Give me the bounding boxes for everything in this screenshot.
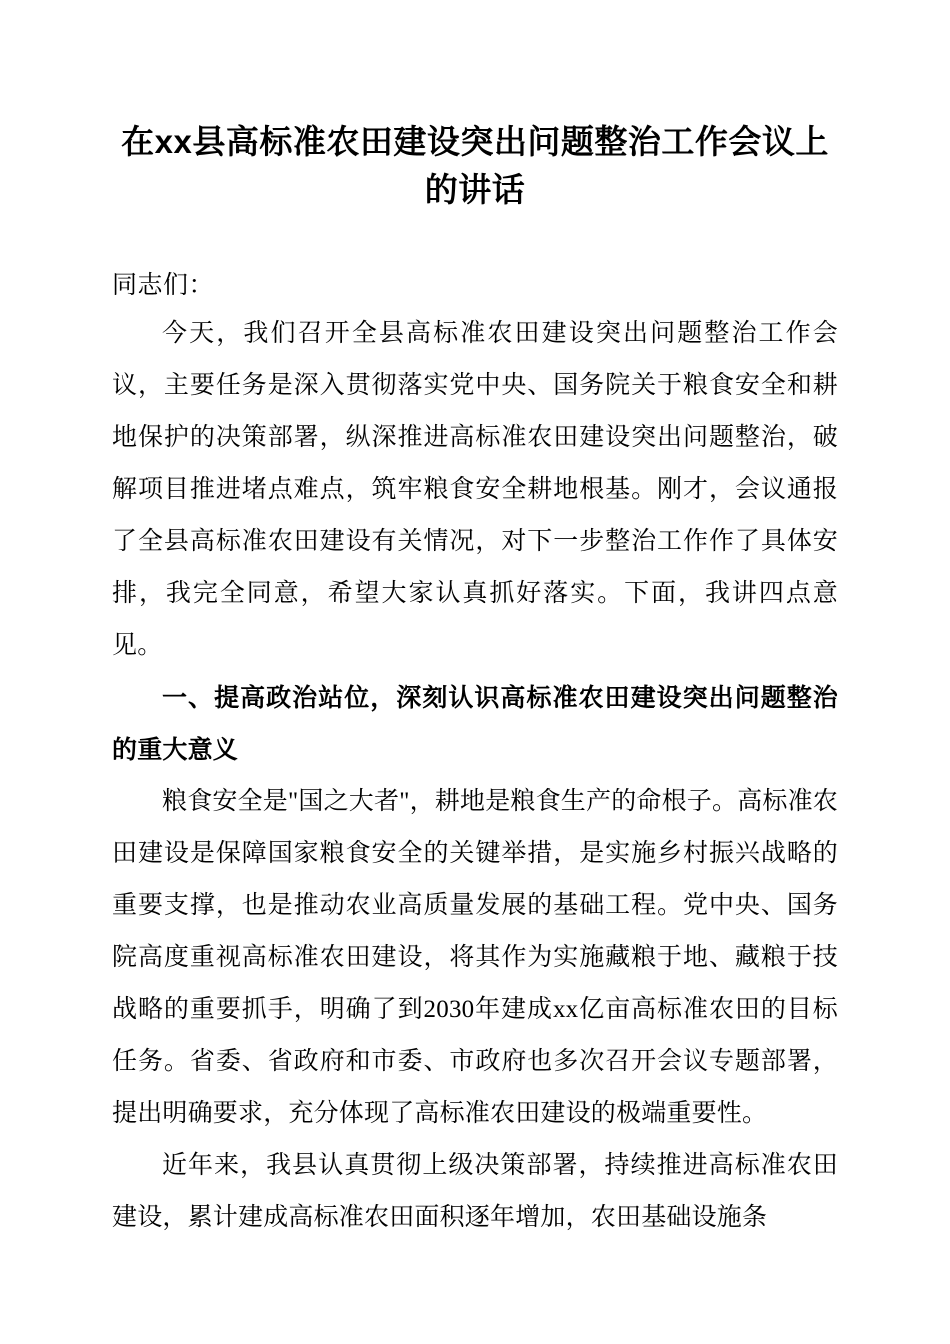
section-one-paragraph-2: 近年来，我县认真贯彻上级决策部署，持续推进高标准农田建设，累计建成高标准农田面积逐年增加，农田基础设施条 bbox=[112, 1152, 838, 1231]
page-title: 在xx县高标准农田建设突出问题整治工作会议上的讲话 bbox=[121, 123, 829, 208]
intro-paragraph: 今天，我们召开全县高标准农田建设突出问题整治工作会议，主要任务是深入贯彻落实党中央、国务院关于粮食安全和耕地保护的决策部署，纵深推进高标准农田建设突出问题整治，破解项目推进堵点难点，筑牢粮食安全耕地根基。刚才，会议通报了全县高标准农田建设有关情况，对下一步整治工作作了具体安排，我完全同意，希望大家认真抓好落实。下面，我讲四点意见。 bbox=[112, 320, 838, 659]
section-heading-one: 一、提高政治站位，深刻认识高标准农田建设突出问题整治的重大意义 bbox=[112, 684, 838, 764]
salutation: 同志们： bbox=[112, 272, 215, 299]
section-one-paragraph-1: 粮食安全是"国之大者"，耕地是粮食生产的命根子。高标准农田建设是保障国家粮食安全的关键举措，是实施乡村振兴战略的重要支撑，也是推动农业高质量发展的基础工程。党中央、国务院高度重视高标准农田建设，将其作为实施藏粮于地、藏粮于技战略的重要抓手，明确了到2030年建成xx亿亩高标准农田的目标任务。省委、省政府和市委、市政府也多次召开会议专题部署，提出明确要求，充分体现了高标准农田建设的极端重要性。 bbox=[112, 788, 839, 1127]
